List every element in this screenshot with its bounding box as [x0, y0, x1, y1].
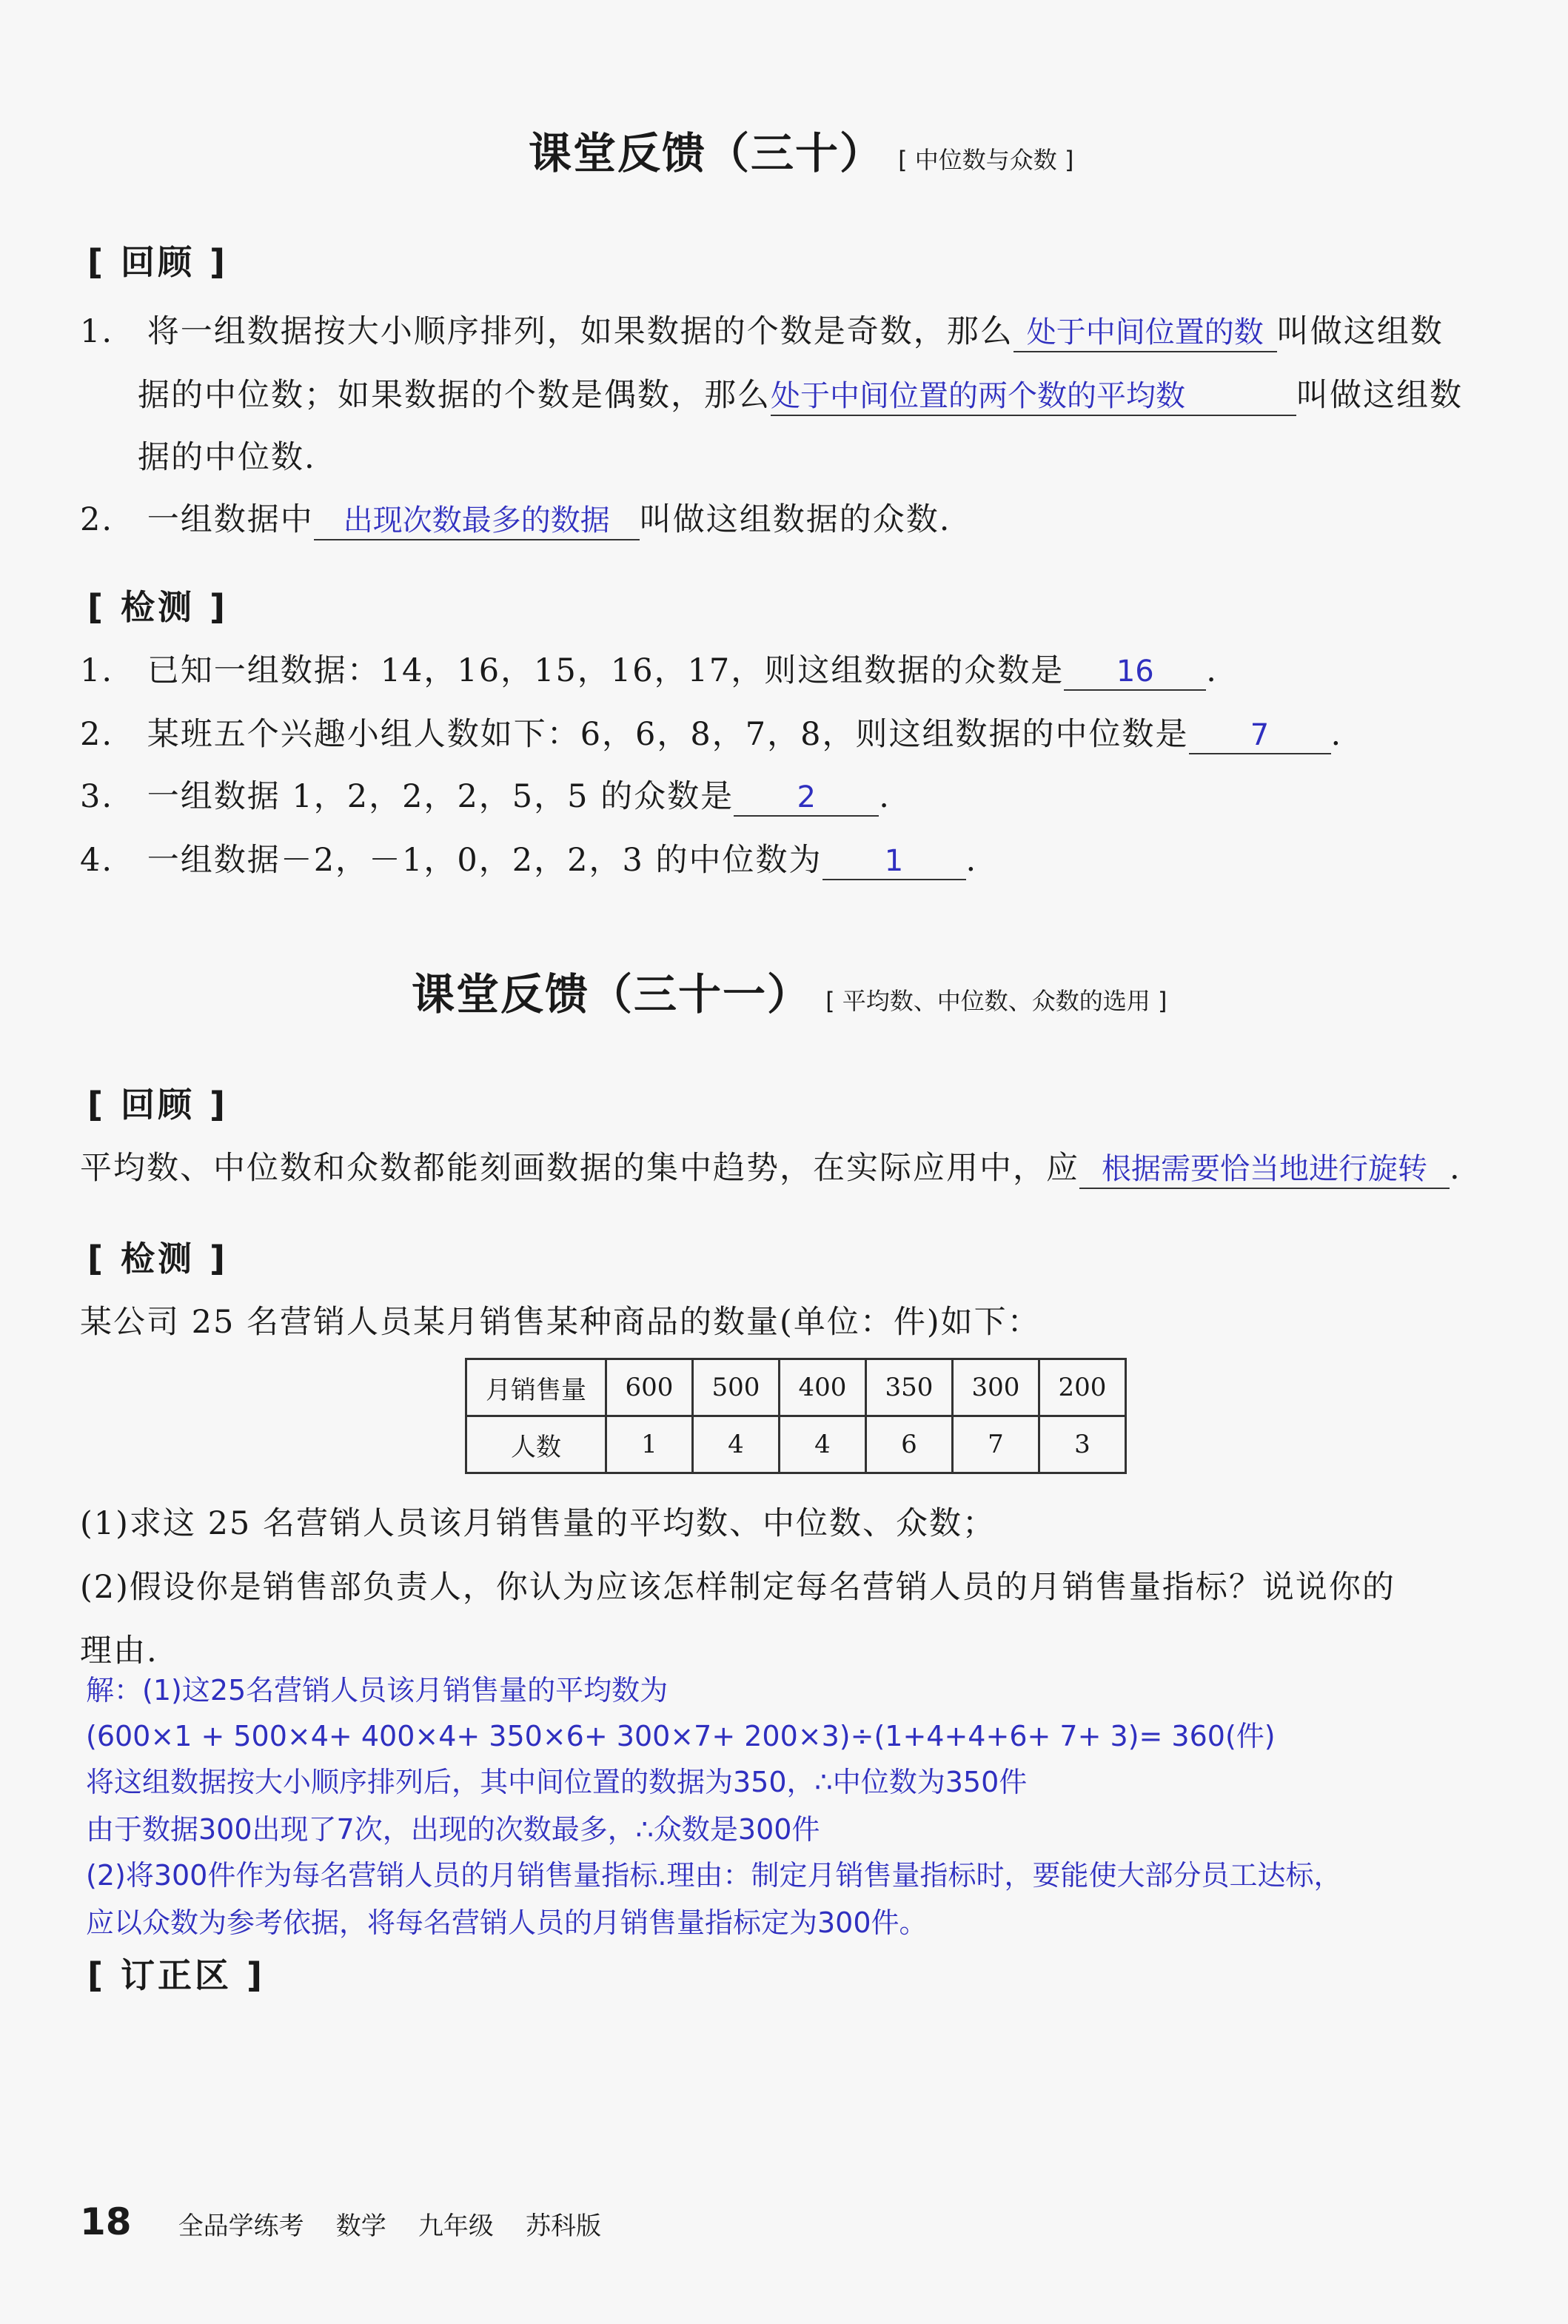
review-q1-number: 1. — [80, 313, 114, 350]
answer-value: 1 — [884, 844, 904, 878]
table-cell: 3 — [1039, 1416, 1126, 1473]
table-cell: 6 — [866, 1416, 953, 1473]
table-cell: 4 — [780, 1416, 866, 1473]
question-part-2-line-1: (2)假设你是销售部负责人，你认为应该怎样制定每名营销人员的月销售量指标？说说你的 — [80, 1569, 1396, 1606]
answer-value: 7 — [1250, 718, 1270, 752]
table-cell: 7 — [953, 1416, 1039, 1473]
solution-line: (2)将300件作为每名营销人员的月销售量指标.理由：制定月销售量指标时，要能使大部分员工达标， — [86, 1859, 1342, 1892]
test-end: . — [1330, 716, 1343, 753]
table-row-label: 人数 — [466, 1416, 606, 1473]
section-31-review-heading: [ 回顾 ] — [87, 1085, 229, 1125]
test-number: 1. — [80, 652, 114, 689]
table-cell: 4 — [693, 1416, 780, 1473]
question-part-1: (1)求这 25 名营销人员该月销售量的平均数、中位数、众数； — [80, 1505, 996, 1542]
review-text: 平均数、中位数和众数都能刻画数据的集中趋势，在实际应用中，应 — [80, 1150, 1079, 1187]
review-q2-text-end: 叫做这组数据的众数. — [639, 501, 951, 538]
solution-line: (600×1 + 500×4+ 400×4+ 350×6+ 300×7+ 200×3)÷(1+4+4+6+ 7+ 3)= 360(件) — [86, 1720, 1276, 1752]
review-q2 — [80, 495, 951, 540]
table-cell: 400 — [780, 1359, 866, 1416]
answer-value: 16 — [1116, 654, 1154, 689]
answer-blank — [822, 842, 966, 880]
review-q1-line3: 据的中位数. — [138, 439, 316, 476]
review-q1-line1 — [80, 307, 1444, 352]
sales-table — [465, 1358, 1127, 1474]
section-31-header — [412, 960, 1167, 1022]
review-q1-text-end: 叫做这组数 — [1276, 313, 1444, 350]
problem-intro: 某公司 25 名营销人员某月销售某种商品的数量(单位：件)如下： — [80, 1304, 1041, 1341]
table-row-label: 月销售量 — [466, 1359, 606, 1416]
page-footer — [80, 2200, 601, 2243]
subject: 数学 — [335, 2211, 386, 2241]
section-31-review-text — [80, 1143, 1461, 1189]
grade: 九年级 — [418, 2211, 494, 2241]
section-30-review-heading: [ 回顾 ] — [87, 242, 229, 282]
edition: 苏科版 — [525, 2211, 601, 2241]
table-cell: 350 — [866, 1359, 953, 1416]
test-number: 4. — [80, 842, 114, 879]
section-30-header — [529, 118, 1073, 181]
review-q2-answer: 出现次数最多的数据 — [343, 503, 610, 538]
answer-blank — [1064, 652, 1206, 691]
test-end: . — [879, 778, 891, 815]
test-item — [80, 709, 1342, 754]
table-row — [466, 1359, 1126, 1416]
test-item — [80, 771, 891, 817]
review-blank — [1079, 1145, 1450, 1189]
review-end: . — [1450, 1150, 1461, 1187]
test-text: 一组数据－2，－1，0，2，2，3 的中位数为 — [147, 842, 822, 879]
review-q1-answer-1: 处于中间位置的数 — [1026, 315, 1264, 349]
review-q1-answer-2: 处于中间位置的两个数的平均数 — [771, 379, 1185, 413]
solution-line: 由于数据300出现了7次，出现的次数最多，∴众数是300件 — [86, 1813, 820, 1846]
section-31-test-heading: [ 检测 ] — [87, 1239, 229, 1279]
review-q1-blank-1 — [1013, 309, 1277, 352]
correction-heading: [ 订正区 ] — [87, 1955, 266, 1995]
solution-line: 应以众数为参考依据，将每名营销人员的月销售量指标定为300件。 — [86, 1906, 928, 1939]
test-text: 某班五个兴趣小组人数如下：6，6，8，7，8，则这组数据的中位数是 — [147, 716, 1189, 753]
question-part-2-line-2: 理由. — [80, 1633, 158, 1670]
section-30-test-heading: [ 检测 ] — [87, 587, 229, 627]
review-q1-text: 将一组数据按大小顺序排列，如果数据的个数是奇数，那么 — [147, 313, 1013, 350]
test-end: . — [965, 842, 978, 879]
test-text: 已知一组数据：14，16，15，16，17，则这组数据的众数是 — [147, 652, 1065, 689]
test-item — [80, 646, 1218, 691]
review-q1-text-2-end: 叫做这组数 — [1296, 377, 1463, 414]
solution-line: 将这组数据按大小顺序排列后，其中间位置的数据为350，∴中位数为350件 — [86, 1766, 1028, 1798]
table-cell: 500 — [693, 1359, 780, 1416]
test-end: . — [1206, 652, 1218, 689]
review-q2-number: 2. — [80, 501, 114, 538]
page-number: 18 — [80, 2200, 132, 2243]
section-31-topic: [ 平均数、中位数、众数的选用 ] — [825, 987, 1167, 1015]
review-q2-blank — [314, 497, 640, 540]
test-text: 一组数据 1，2，2，2，5，5 的众数是 — [147, 778, 734, 815]
table-cell: 1 — [606, 1416, 693, 1473]
test-item — [80, 835, 977, 880]
answer-value: 2 — [797, 780, 816, 814]
answer-blank — [734, 778, 879, 817]
test-number: 3. — [80, 778, 114, 815]
review-q1-text-2: 据的中位数；如果数据的个数是偶数，那么 — [138, 377, 771, 414]
review-answer: 根据需要恰当地进行旋转 — [1102, 1152, 1427, 1186]
book-name: 全品学练考 — [178, 2211, 304, 2241]
table-cell: 600 — [606, 1359, 693, 1416]
answer-blank — [1189, 716, 1331, 754]
section-30-topic: [ 中位数与众数 ] — [898, 146, 1074, 174]
review-q2-text: 一组数据中 — [147, 501, 314, 538]
table-cell: 300 — [953, 1359, 1039, 1416]
table-row — [466, 1416, 1126, 1473]
section-31-title: 课堂反馈（三十一） — [412, 969, 812, 1019]
test-number: 2. — [80, 716, 114, 753]
review-q1-blank-2 — [771, 372, 1296, 416]
review-q1-line2 — [138, 370, 1463, 416]
section-30-title: 课堂反馈（三十） — [529, 128, 885, 178]
table-cell: 200 — [1039, 1359, 1126, 1416]
solution-line: 解：(1)这25名营销人员该月销售量的平均数为 — [86, 1674, 669, 1707]
